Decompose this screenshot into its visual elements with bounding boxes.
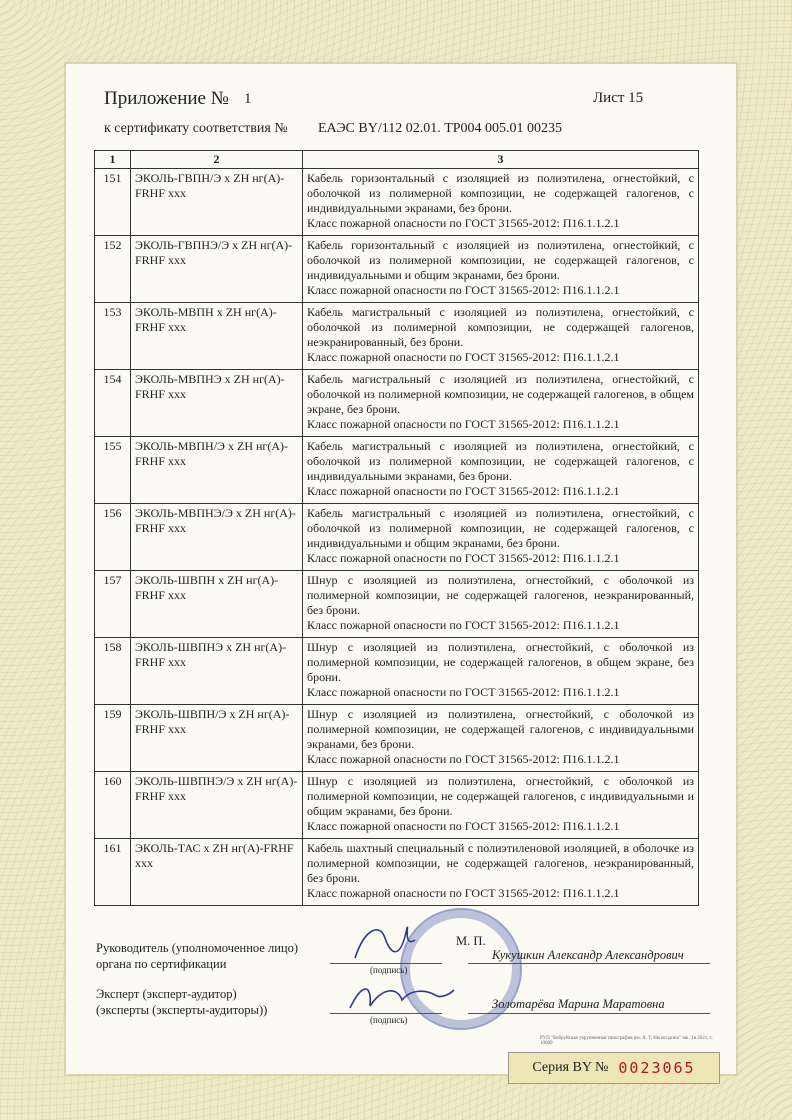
table-row (95, 504, 699, 571)
appendix-title: Приложение № (104, 88, 229, 109)
stamp-place-label: М. П. (456, 934, 486, 948)
table-header-row (95, 151, 699, 169)
product-name: ЭКОЛЬ-ШВПН/Э x ZH нг(А)-FRHF xxx (131, 705, 303, 772)
table-row (95, 169, 699, 236)
head-signature-line (330, 963, 442, 964)
appendix-number: 1 (244, 91, 252, 107)
certificate-number: ЕАЭС BY/112 02.01. ТР004 005.01 00235 (318, 121, 563, 136)
row-number: 156 (95, 504, 131, 571)
table-row (95, 638, 699, 705)
row-number: 158 (95, 638, 131, 705)
product-description (303, 638, 699, 705)
product-name: ЭКОЛЬ-ГВПН/Э x ZH нг(А)-FRHF xxx (131, 169, 303, 236)
row-number: 155 (95, 437, 131, 504)
table-row (95, 236, 699, 303)
series-label: Серия BY № (532, 1060, 609, 1075)
head-name-line (468, 963, 710, 964)
product-name: ЭКОЛЬ-ТАС x ZH нг(А)-FRHF xxx (131, 839, 303, 906)
expert-label-line1: Эксперт (эксперт-аудитор) (96, 987, 237, 1001)
serial-number: 0023065 (618, 1059, 696, 1077)
row-number: 152 (95, 236, 131, 303)
description-text: Кабель шахтный специальный с полиэтиленовой изоляцией, в оболочке из полимерной композиции, не содержащей галогенов, неэкранированный, без брони. (307, 841, 694, 885)
description-text: Шнур с изоляцией из полиэтилена, огнестойкий, с оболочкой из полимерной композиции, не содержащей галогенов, в общем экране, без брони. (307, 640, 694, 684)
sheet-number: Лист 15 (593, 90, 644, 106)
table-row (95, 839, 699, 906)
product-description (303, 705, 699, 772)
row-number: 153 (95, 303, 131, 370)
row-number: 159 (95, 705, 131, 772)
product-name: ЭКОЛЬ-ШВПНЭ/Э x ZH нг(А)-FRHF xxx (131, 772, 303, 839)
row-number: 154 (95, 370, 131, 437)
head-label (96, 940, 298, 972)
description-text: Шнур с изоляцией из полиэтилена, огнестойкий, с оболочкой из полимерной композиции, не содержащей галогенов, неэкранированный, без брони. (307, 573, 694, 617)
description-text: Шнур с изоляцией из полиэтилена, огнестойкий, с оболочкой из полимерной композиции, не содержащей галогенов, с индивидуальными экранами, без брони. (307, 707, 694, 751)
row-number: 161 (95, 839, 131, 906)
fire-class: Класс пожарной опасности по ГОСТ 31565-2012: П16.1.1.2.1 (307, 283, 620, 297)
expert-name: Золотарёва Марина Маратовна (492, 997, 665, 1011)
table-row (95, 370, 699, 437)
head-signature (345, 918, 425, 968)
product-table (94, 150, 699, 906)
head-signature-caption: (подпись) (370, 965, 408, 975)
product-description (303, 303, 699, 370)
fire-class: Класс пожарной опасности по ГОСТ 31565-2012: П16.1.1.2.1 (307, 819, 620, 833)
product-name: ЭКОЛЬ-ШВПНЭ x ZH нг(А)-FRHF xxx (131, 638, 303, 705)
table-row (95, 705, 699, 772)
head-label-line2: органа по сертификации (96, 957, 227, 971)
table-row (95, 437, 699, 504)
fire-class: Класс пожарной опасности по ГОСТ 31565-2012: П16.1.1.2.1 (307, 350, 620, 364)
head-name: Кукушкин Александр Александрович (492, 948, 684, 962)
product-name: ЭКОЛЬ-МВПНЭ x ZH нг(А)-FRHF xxx (131, 370, 303, 437)
fire-class: Класс пожарной опасности по ГОСТ 31565-2012: П16.1.1.2.1 (307, 484, 620, 498)
product-description (303, 839, 699, 906)
expert-label-line2: (эксперты (эксперты-аудиторы)) (96, 1003, 268, 1017)
product-name: ЭКОЛЬ-МВПНЭ/Э x ZH нг(А)-FRHF xxx (131, 504, 303, 571)
description-text: Кабель магистральный с изоляцией из полиэтилена, огнестойкий, с оболочкой из полимерной композиции, не содержащей галогенов, с индивидуальными и общим экранами, без брони. (307, 506, 694, 550)
fire-class: Класс пожарной опасности по ГОСТ 31565-2012: П16.1.1.2.1 (307, 752, 620, 766)
product-description (303, 236, 699, 303)
row-number: 157 (95, 571, 131, 638)
product-description (303, 437, 699, 504)
description-text: Кабель горизонтальный с изоляцией из полиэтилена, огнестойкий, с оболочкой из полимерной композиции, не содержащей галогенов, с индивидуальными экранами, без брони. (307, 171, 694, 215)
description-text: Шнур с изоляцией из полиэтилена, огнестойкий, с оболочкой из полимерной композиции, не содержащей галогенов, с индивидуальными и общим экранами, без брони. (307, 774, 694, 818)
series-box (508, 1052, 720, 1084)
product-description (303, 772, 699, 839)
table-row (95, 303, 699, 370)
column-header: 1 (95, 151, 131, 169)
column-header: 3 (303, 151, 699, 169)
expert-label (96, 986, 267, 1018)
expert-signature-line (330, 1013, 442, 1014)
fire-class: Класс пожарной опасности по ГОСТ 31565-2012: П16.1.1.2.1 (307, 551, 620, 565)
product-name: ЭКОЛЬ-МВПН x ZH нг(А)-FRHF xxx (131, 303, 303, 370)
fire-class: Класс пожарной опасности по ГОСТ 31565-2012: П16.1.1.2.1 (307, 685, 620, 699)
product-description (303, 571, 699, 638)
product-name: ЭКОЛЬ-ГВПНЭ/Э x ZH нг(А)-FRHF xxx (131, 236, 303, 303)
expert-signature (342, 978, 462, 1018)
head-label-line1: Руководитель (уполномоченное лицо) (96, 941, 299, 955)
table-row (95, 772, 699, 839)
product-name: ЭКОЛЬ-МВПН/Э x ZH нг(А)-FRHF xxx (131, 437, 303, 504)
product-name: ЭКОЛЬ-ШВПН x ZH нг(А)-FRHF xxx (131, 571, 303, 638)
description-text: Кабель горизонтальный с изоляцией из полиэтилена, огнестойкий, с оболочкой из полимерной композиции, не содержащей галогенов, с индивидуальными и общим экранами, без брони. (307, 238, 694, 282)
row-number: 160 (95, 772, 131, 839)
fire-class: Класс пожарной опасности по ГОСТ 31565-2012: П16.1.1.2.1 (307, 618, 620, 632)
product-description (303, 169, 699, 236)
product-description (303, 370, 699, 437)
row-number: 151 (95, 169, 131, 236)
description-text: Кабель магистральный с изоляцией из полиэтилена, огнестойкий, с оболочкой из полимерной композиции, не содержащей галогенов, неэкранированный, без брони. (307, 305, 694, 349)
product-description (303, 504, 699, 571)
expert-name-line (468, 1013, 710, 1014)
description-text: Кабель магистральный с изоляцией из полиэтилена, огнестойкий, с оболочкой из полимерной композиции, не содержащей галогенов, в общем экране, без брони. (307, 372, 694, 416)
certificate-caption: к сертификату соответствия № (104, 121, 288, 136)
fire-class: Класс пожарной опасности по ГОСТ 31565-2012: П16.1.1.2.1 (307, 417, 620, 431)
table-row (95, 571, 699, 638)
column-header: 2 (131, 151, 303, 169)
expert-signature-caption: (подпись) (370, 1015, 408, 1025)
description-text: Кабель магистральный с изоляцией из полиэтилена, огнестойкий, с оболочкой из полимерной композиции, не содержащей галогенов, с индивидуальными экранами, без брони. (307, 439, 694, 483)
printer-note: РУП "Бобруйская укрупненная типография им. А. Т. Непогодина" зак. 1в 2021, т. 10000 (540, 1036, 713, 1046)
fire-class: Класс пожарной опасности по ГОСТ 31565-2012: П16.1.1.2.1 (307, 216, 620, 230)
fire-class: Класс пожарной опасности по ГОСТ 31565-2012: П16.1.1.2.1 (307, 886, 620, 900)
